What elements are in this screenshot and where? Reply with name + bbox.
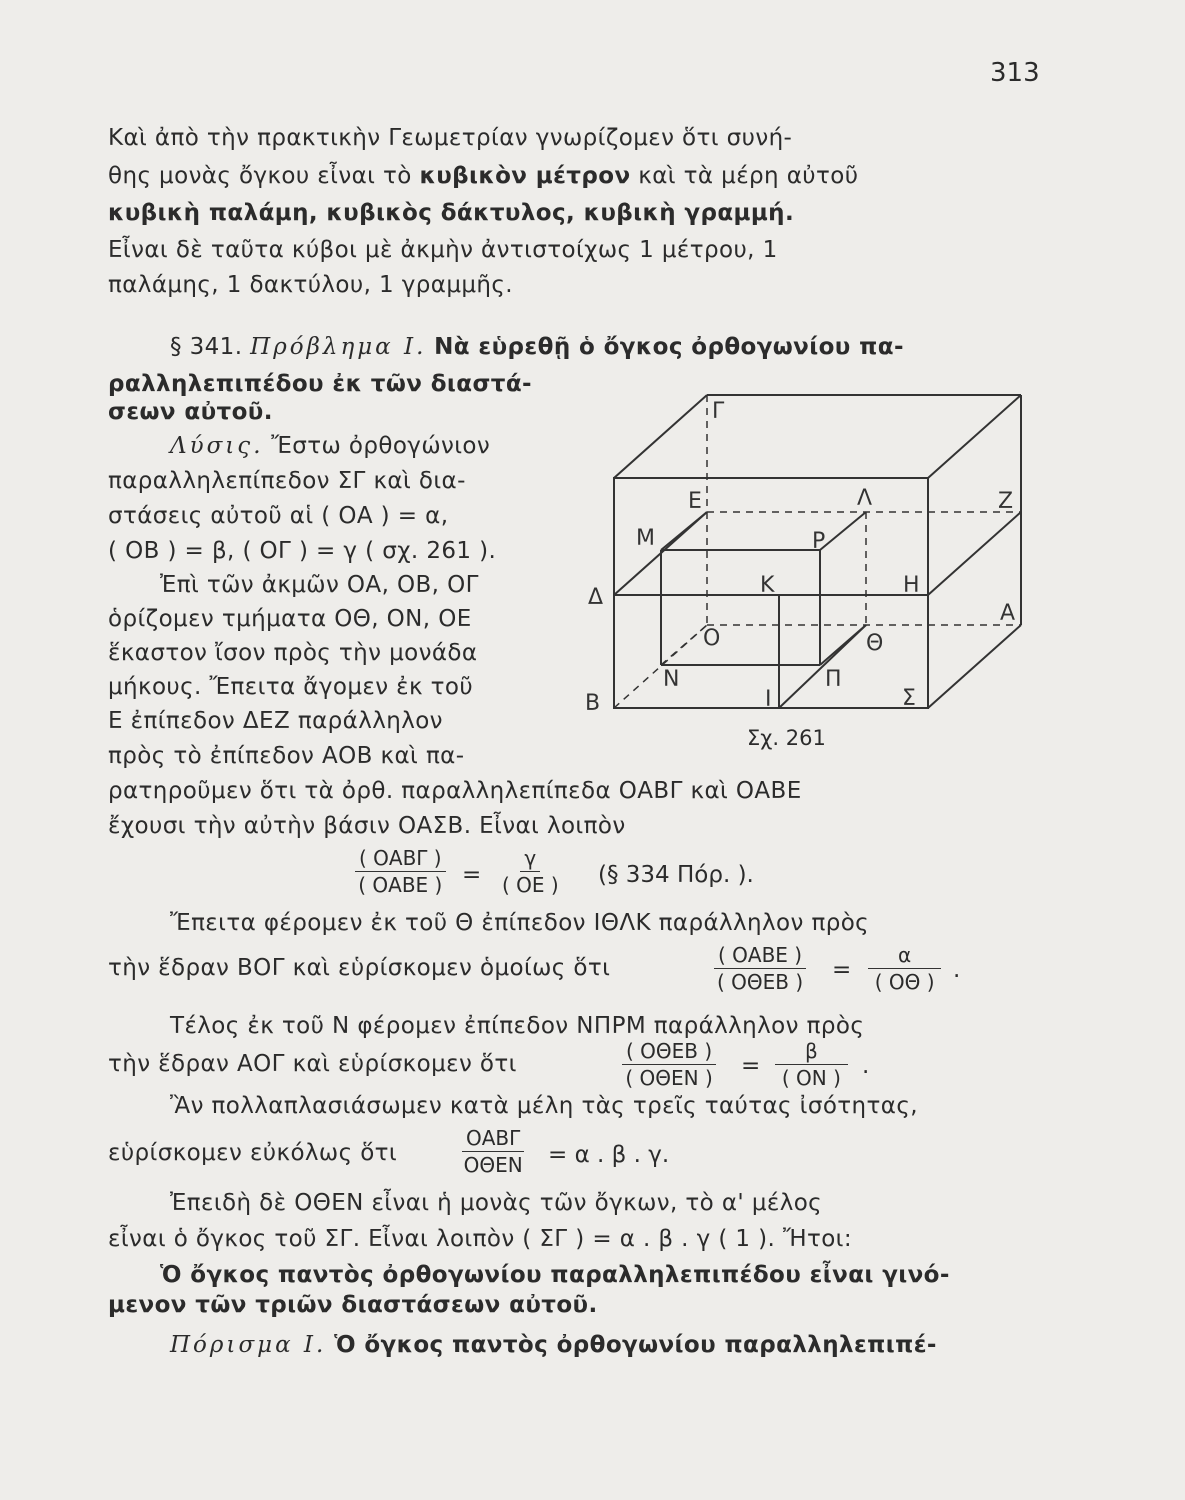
- label-sigma: Σ: [902, 686, 916, 711]
- equals: =: [741, 1053, 761, 1079]
- reference: (§ 334 Πόρ. ).: [598, 862, 754, 888]
- corollary-line: Πόρισμα Ι. Ὁ ὄγκος παντὸς ὀρθογωνίου παραλληλεπιπέ-: [170, 1332, 937, 1358]
- period: .: [953, 957, 961, 983]
- label-mu: Μ: [636, 526, 655, 551]
- text-line: ( ΟΒ ) = β, ( ΟΓ ) = γ ( σχ. 261 ).: [108, 538, 497, 564]
- fraction: ( ΟΑΒΕ ) ( ΟΘΕΒ ): [714, 942, 806, 995]
- fraction: ΟΑΒΓ ΟΘΕΝ: [463, 1126, 523, 1177]
- label-epsilon: Ε: [688, 489, 702, 514]
- text-line: θης μονὰς ὄγκου εἶναι τὸ κυβικὸν μέτρον καὶ τὰ μέρη αὐτοῦ: [108, 163, 859, 189]
- section-heading-cont: ραλληλεπιπέδου ἐκ τῶν διαστά-: [108, 371, 532, 397]
- theorem-line: Ὁ ὄγκος παντὸς ὀρθογωνίου παραλληλεπιπέδου εἶναι γινό-: [160, 1262, 950, 1288]
- label-iota: Ι: [765, 687, 772, 712]
- figure-261: [580, 390, 1030, 720]
- fraction: $\frac{\beta}{( ON )}$: [775, 1038, 848, 1091]
- label-eta: Η: [903, 573, 920, 598]
- label-beta: Β: [585, 691, 601, 716]
- text-line: μήκους. Ἔπειτα ἄγομεν ἐκ τοῦ: [108, 674, 474, 700]
- fraction: $\frac{\gamma}{( OE )}$: [502, 846, 559, 897]
- text-line: τὴν ἕδραν ΒΟΓ καὶ εὑρίσκομεν ὁμοίως ὅτι: [108, 955, 611, 981]
- text-line: Ἂν πολλαπλασιάσωμεν κατὰ μέλη τὰς τρεῖς ταύτας ἰσότητας,: [170, 1093, 918, 1119]
- fraction: ( ΟΘΕΒ ) ( ΟΘΕΝ ): [622, 1038, 716, 1091]
- result: = α . β . γ.: [548, 1142, 670, 1168]
- label-kappa: Κ: [760, 573, 775, 598]
- text-line: εἶναι ὁ ὄγκος τοῦ ΣΓ. Εἶναι λοιπὸν ( ΣΓ ) = α . β . γ ( 1 ). Ἤτοι:: [108, 1226, 853, 1252]
- theorem-line: μενον τῶν τριῶν διαστάσεων αὐτοῦ.: [108, 1292, 598, 1318]
- label-zeta: Ζ: [998, 489, 1014, 514]
- label-theta: Θ: [866, 631, 884, 656]
- label-pi: Π: [825, 667, 842, 692]
- page-number: 313: [990, 58, 1040, 88]
- label-rho: Ρ: [812, 529, 826, 554]
- text-line: ἕκαστον ἴσον πρὸς τὴν μονάδα: [108, 640, 478, 666]
- text-line: ἔχουσι τὴν αὐτὴν βάσιν ΟΑΣΒ. Εἶναι λοιπὸν: [108, 813, 626, 839]
- text-line: ὁρίζομεν τμήματα ΟΘ, ΟΝ, ΟΕ: [108, 606, 472, 632]
- label-delta: Δ: [588, 585, 604, 610]
- solution-first-line: Λύσις. Ἔστω ὀρθογώνιον: [170, 433, 491, 459]
- section-heading-cont: σεων αὐτοῦ.: [108, 399, 273, 425]
- fraction: $\frac{\alpha}{( O\Theta )}$: [868, 942, 941, 995]
- label-alpha: Α: [1000, 601, 1016, 626]
- text-line: Τέλος ἐκ τοῦ Ν φέρομεν ἐπίπεδον ΝΠΡΜ παράλληλον πρὸς: [170, 1013, 865, 1039]
- section-heading: § 341. Πρόβλημα Ι. Νὰ εὑρεθῇ ὁ ὄγκος ὀρθογωνίου πα-: [170, 334, 904, 360]
- text-line: παλάμης, 1 δακτύλου, 1 γραμμῆς.: [108, 272, 513, 298]
- text-line: πρὸς τὸ ἐπίπεδον ΑΟΒ καὶ πα-: [108, 743, 465, 769]
- text-line: εὑρίσκομεν εὐκόλως ὅτι: [108, 1140, 398, 1166]
- text-line: Ἔπειτα φέρομεν ἐκ τοῦ Θ ἐπίπεδον ΙΘΛΚ παράλληλον πρὸς: [170, 910, 870, 936]
- text-line: παραλληλεπίπεδον ΣΓ καὶ δια-: [108, 468, 466, 494]
- emphasis: κυβικὸν μέτρον: [419, 163, 631, 189]
- text-line: τὴν ἕδραν ΑΟΓ καὶ εὑρίσκομεν ὅτι: [108, 1051, 517, 1077]
- text-line: Εἶναι δὲ ταῦτα κύβοι μὲ ἀκμὴν ἀντιστοίχως 1 μέτρου, 1: [108, 237, 778, 263]
- label-nu: Ν: [663, 667, 680, 692]
- text-line: Ἐπὶ τῶν ἀκμῶν ΟΑ, ΟΒ, ΟΓ: [160, 572, 479, 598]
- text-line: Ε ἐπίπεδον ΔΕΖ παράλληλον: [108, 708, 443, 734]
- period: .: [862, 1053, 870, 1079]
- text-line: Ἐπειδὴ δὲ ΟΘΕΝ εἶναι ἡ μονὰς τῶν ὄγκων, τὸ α' μέλος: [170, 1190, 823, 1216]
- label-lambda: Λ: [857, 486, 873, 511]
- label-omicron: Ο: [703, 626, 721, 651]
- figure-caption: Σχ. 261: [747, 726, 826, 750]
- text-line: Καὶ ἀπὸ τὴν πρακτικὴν Γεωμετρίαν γνωρίζομεν ὅτι συνή-: [108, 125, 793, 151]
- equals: =: [462, 862, 482, 888]
- label-gamma: Γ: [712, 399, 725, 424]
- fraction: ( ΟΑΒΓ ) ( ΟΑΒΕ ): [355, 845, 446, 898]
- text-line: κυβικὴ παλάμη, κυβικὸς δάκτυλος, κυβικὴ γραμμή.: [108, 200, 795, 226]
- equals: =: [832, 957, 852, 983]
- text-line: ρατηροῦμεν ὅτι τὰ ὀρθ. παραλληλεπίπεδα ΟΑΒΓ καὶ ΟΑΒΕ: [108, 778, 802, 804]
- text-line: στάσεις αὐτοῦ αἱ ( ΟΑ ) = α,: [108, 503, 449, 529]
